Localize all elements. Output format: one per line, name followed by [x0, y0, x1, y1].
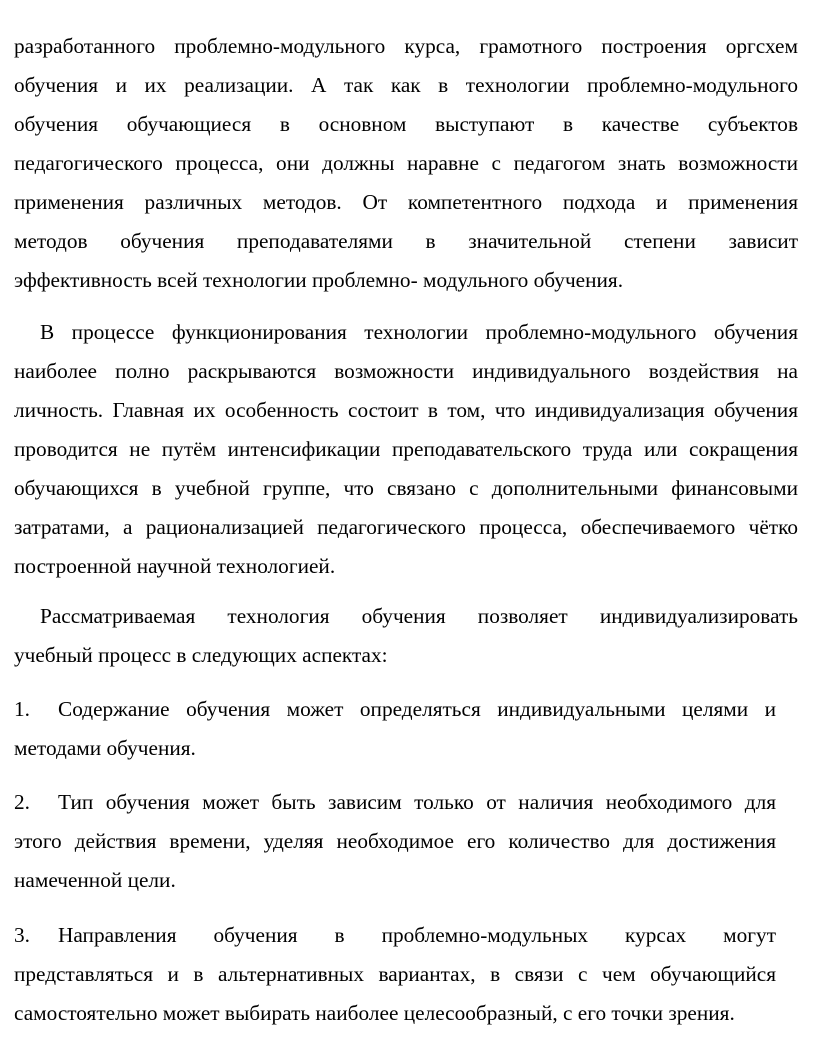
paragraph-line: наиболее полно раскрываются возможности индивидуального воздействия на	[14, 359, 798, 383]
list-line: самостоятельно может выбирать наиболее целесообразный, с его точки зрения.	[14, 1001, 735, 1025]
paragraph-line: В процессе функционирования технологии проблемно-модульного обучения	[40, 320, 798, 344]
list-line: представляться и в альтернативных вариантах, в связи с чем обучающийся	[14, 962, 776, 986]
list-line: этого действия времени, уделяя необходимое его количество для достижения	[14, 829, 776, 853]
list-line: Содержание обучения может определяться индивидуальными целями и	[58, 697, 776, 721]
list-item-3	[14, 916, 776, 1033]
paragraph-line: применения различных методов. От компетентного подхода и применения	[14, 190, 798, 214]
paragraph-line: личность. Главная их особенность состоит в том, что индивидуализация обучения	[14, 398, 798, 422]
paragraph-line: эффективность всей технологии проблемно- модульного обучения.	[14, 268, 624, 292]
list-line: методами обучения.	[14, 736, 196, 760]
list-number: 3.	[14, 923, 30, 947]
list-item-1	[14, 690, 776, 768]
paragraph-line: затратами, а рационализацией педагогического процесса, обеспечиваемого чётко	[14, 515, 798, 539]
list-line: Направления обучения в проблемно-модульных курсах могут	[58, 923, 776, 947]
paragraph-line: проводится не путём интенсификации преподавательского труда или сокращения	[14, 437, 798, 461]
list-number: 2.	[14, 790, 30, 814]
paragraph-line: построенной научной технологией.	[14, 554, 336, 578]
list-item-2	[14, 783, 776, 900]
paragraph-line: обучения обучающиеся в основном выступают в качестве субъектов	[14, 112, 798, 136]
list-number: 1.	[14, 697, 30, 721]
paragraph-line: обучения и их реализации. А так как в технологии проблемно-модульного	[14, 73, 798, 97]
paragraph-2	[14, 313, 798, 586]
paragraph-line: учебный процесс в следующих аспектах:	[14, 643, 388, 667]
paragraph-line: разработанного проблемно-модульного курса, грамотного построения оргсхем	[14, 34, 798, 58]
list-line: Тип обучения может быть зависим только от наличия необходимого для	[58, 790, 776, 814]
paragraph-line: педагогического процесса, они должны наравне с педагогом знать возможности	[14, 151, 798, 175]
list-line: намеченной цели.	[14, 868, 176, 892]
paragraph-line: методов обучения преподавателями в значительной степени зависит	[14, 229, 798, 253]
paragraph-line: Рассматриваемая технология обучения позволяет индивидуализировать	[40, 604, 798, 628]
paragraph-line: обучающихся в учебной группе, что связано с дополнительными финансовыми	[14, 476, 798, 500]
paragraph-1	[14, 27, 798, 300]
paragraph-3	[14, 597, 798, 675]
